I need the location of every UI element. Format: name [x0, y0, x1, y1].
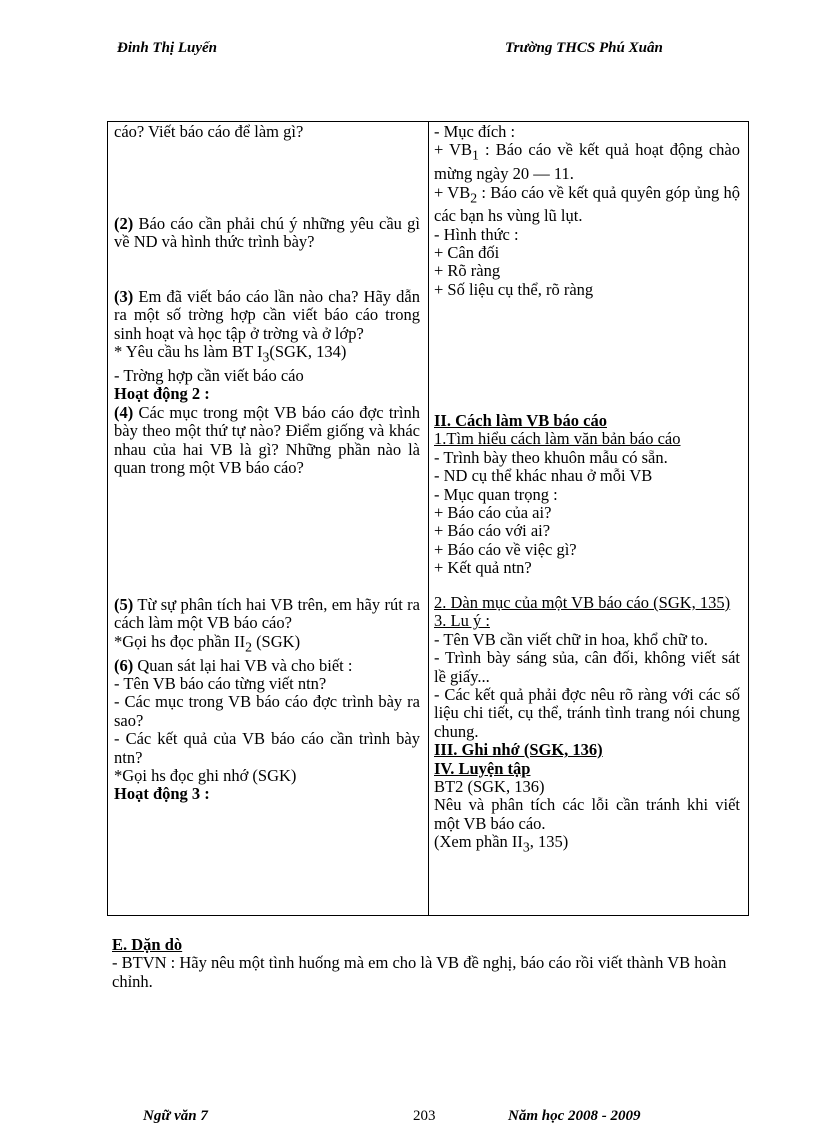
homework-title: E. Dặn dò [112, 935, 183, 954]
question-number: (3) [114, 287, 134, 306]
content-line: + Báo cáo về việc gì? [434, 539, 577, 559]
question-text: Quan sát lại hai VB và cho biết : [133, 655, 353, 675]
question-3 [114, 288, 420, 477]
read-instruction: *Gọi hs đọc phần $II_2$ (SGK) [114, 631, 301, 655]
question-2 [114, 215, 420, 252]
question-intro: cáo? Viết báo cáo để làm gì? [114, 122, 304, 141]
content-line: - Trình bày sáng sủa, cân đối, không viết sát lề giấy... [434, 648, 740, 686]
exercise-label: BT2 (SGK, 136) [434, 777, 545, 797]
section-3-heading: III. Ghi nhớ (SGK, 136) [434, 740, 603, 760]
question-number: (4) [114, 402, 134, 422]
content-line: - Các kết quả phải đợc nêu rõ ràng với các số liệu chi tiết, cụ thể, tránh tình trang nói chung chung. [434, 685, 740, 741]
content-line: - Mục quan trọng : [434, 484, 558, 504]
subsection-heading: 3. Lu ý : [434, 611, 490, 631]
form-item: + Cân đối [434, 243, 500, 263]
section-4-heading: IV. Luyện tập [434, 758, 531, 778]
question-5-6 [114, 596, 420, 804]
activity-2-heading: Hoạt động 2 : [114, 384, 210, 404]
section-2-cont [434, 594, 740, 857]
content-line: - Tên VB cần viết chữ in hoa, khổ chữ to. [434, 629, 708, 649]
content-line: - Trình bày theo khuôn mẫu có sẵn. [434, 447, 668, 467]
footer-subject: Ngữ văn 7 [143, 1108, 208, 1124]
question-text: Báo cáo cần phải chú ý những yêu cầu gì về ND và hình thức trình bày? [114, 214, 420, 252]
subsection-heading: 1.Tìm hiểu cách làm văn bản báo cáo [434, 429, 681, 449]
section-2 [434, 412, 740, 578]
report-cases: - Trờng hợp cần viết báo cáo [114, 365, 304, 385]
page-number: 203 [413, 1108, 436, 1124]
question-text: Các mục trong một VB báo cáo đợc trình bày theo một thứ tự nào? Điểm giống và khác nhau của hai VB là gì? Những phần nào là quan trong một VB báo cáo? [114, 402, 420, 477]
header-author: Đinh Thị Luyến [117, 40, 218, 56]
vb2-purpose: + $VB_2$ : Báo cáo về kết quả quyên góp ủng hộ các bạn hs vùng lũ lụt. [434, 182, 740, 226]
question-number: (6) [114, 655, 134, 675]
question-item: - Tên VB báo cáo từng viết ntn? [114, 673, 327, 693]
question-item: - Các kết quả của VB báo cáo cần trình bày ntn? [114, 729, 420, 767]
content-line: + Báo cáo của ai? [434, 503, 552, 523]
subsection-heading: 2. Dàn mục của một VB báo cáo (SGK, 135) [434, 593, 731, 612]
header-school: Trường THCS Phú Xuân [505, 40, 663, 56]
question-number: (5) [114, 595, 134, 614]
question-item: - Các mục trong VB báo cáo đợc trình bày ra sao? [114, 692, 420, 730]
content-line: Nêu và phân tích các lỗi cần tránh khi viết một VB báo cáo. [434, 795, 740, 833]
question-text: Em đã viết báo cáo lần nào cha? Hãy dẫn ra một số trờng hợp cần viết báo cáo trong sinh hoạt và học tập ở trờng và ở lớp? [114, 287, 420, 343]
content-line: - ND cụ thể khác nhau ở mỗi VB [434, 466, 653, 486]
form-label: - Hình thức : [434, 224, 519, 244]
footer-school-year: Năm học 2008 - 2009 [508, 1108, 641, 1124]
question-text: Từ sự phân tích hai VB trên, em hãy rút ra cách làm một VB báo cáo? [114, 595, 420, 633]
content-line: + Kết quả ntn? [434, 558, 532, 578]
read-instruction: *Gọi hs đọc ghi nhớ (SGK) [114, 765, 297, 785]
activity-3-heading: Hoạt động 3 : [114, 784, 210, 804]
vb1-purpose: + $VB_1$ : Báo cáo về kết quả hoạt động chào mừng ngày 20 — 11. [434, 140, 740, 184]
form-item: + Số liệu cụ thể, rõ ràng [434, 279, 594, 299]
homework-text: - BTVN : Hãy nêu một tình huống mà em cho là VB đề nghị, báo cáo rồi viết thành VB hoàn chỉnh. [112, 953, 727, 991]
homework [112, 936, 752, 991]
reference-note: (Xem phần $II_3$, 135) [434, 832, 569, 855]
question-number: (2) [114, 214, 134, 233]
exercise-request: * Yêu cầu hs làm BT $I_3(SGK$, 134) [114, 342, 347, 365]
left-column [114, 123, 420, 141]
purpose-label: - Mục đích : [434, 122, 516, 141]
form-item: + Rõ ràng [434, 261, 501, 281]
right-column-top [434, 123, 740, 299]
section-2-heading: II. Cách làm VB báo cáo [434, 411, 607, 430]
content-line: + Báo cáo với ai? [434, 521, 551, 541]
